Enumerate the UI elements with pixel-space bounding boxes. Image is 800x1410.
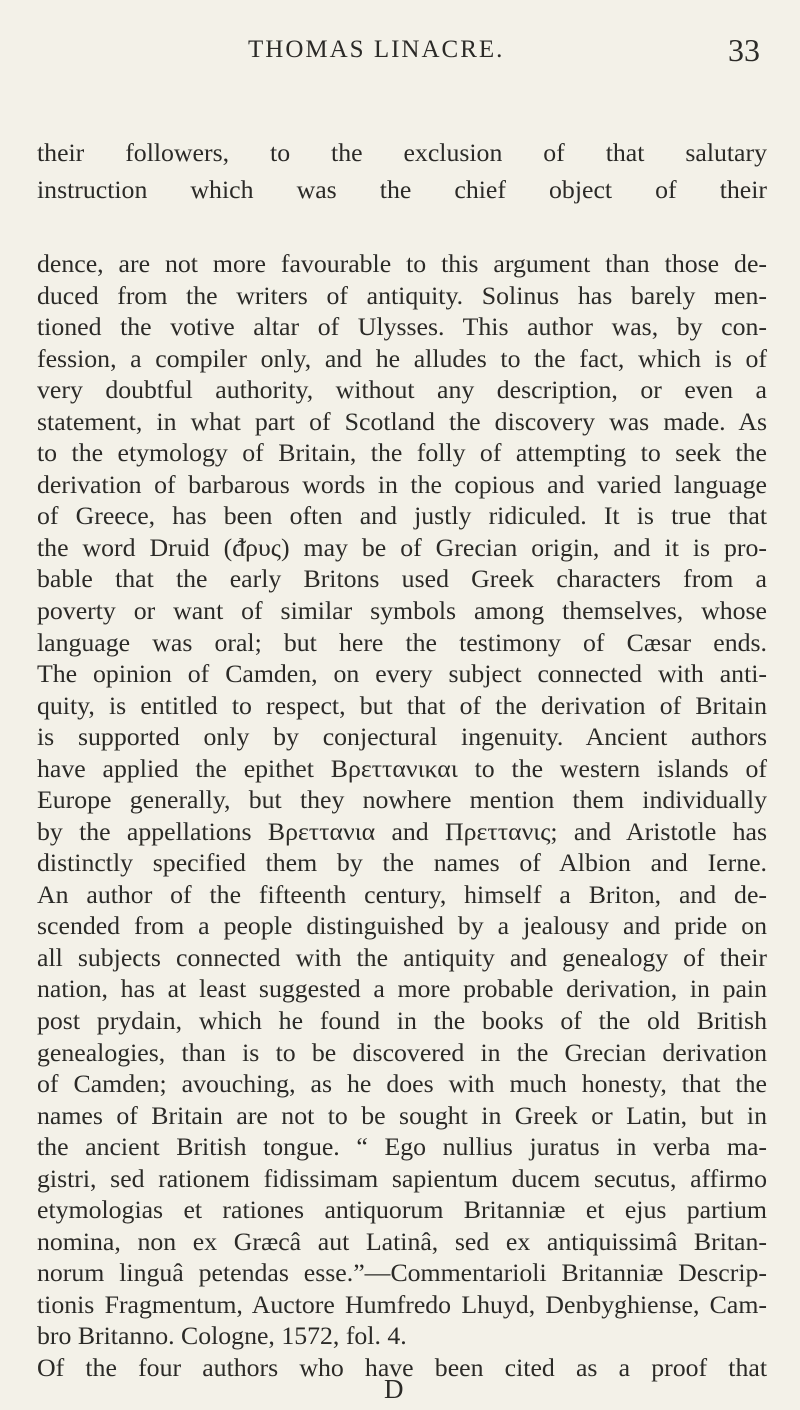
text-line: to the etymology of Britain, the folly of attempting to seek the: [37, 438, 767, 467]
text-line: The opinion of Camden, on every subject connected with anti-: [37, 659, 767, 688]
text-line: dence, are not more favourable to this argument than those de-: [37, 249, 767, 278]
text-line: distinctly specified them by the names of Albion and Ierne.: [37, 848, 767, 877]
text-line: instruction which was the chief object of their: [37, 175, 767, 204]
text-line: duced from the writers of antiquity. Solinus has barely men-: [37, 281, 767, 310]
text-line: tioned the votive altar of Ulysses. This author was, by con-: [37, 312, 767, 341]
text-line: statement, in what part of Scotland the discovery was made. As: [37, 407, 767, 436]
text-line: Europe generally, but they nowhere mention them individually: [37, 785, 767, 814]
running-title: THOMAS LINACRE.: [248, 36, 505, 63]
text-line: An author of the fifteenth century, himself a Briton, and de-: [37, 880, 767, 909]
text-line: gistri, sed rationem fidissimam sapientum ducem secutus, affirmo: [37, 1164, 767, 1193]
text-line: names of Britain are not to be sought in Greek or Latin, but in: [37, 1101, 767, 1130]
text-line: very doubtful authority, without any description, or even a: [37, 375, 767, 404]
text-line: the word Druid (ᵭρυς) may be of Grecian origin, and it is pro-: [37, 533, 767, 562]
text-line: norum linguâ petendas esse.”—Commentarioli Britanniæ Descrip-: [37, 1258, 767, 1287]
text-line: quity, is entitled to respect, but that of the derivation of Britain: [37, 691, 767, 720]
text-line: is supported only by conjectural ingenuity. Ancient authors: [37, 722, 767, 751]
text-line: derivation of barbarous words in the copious and varied language: [37, 470, 767, 499]
text-line: etymologias et rationes antiquorum Britanniæ et ejus partium: [37, 1195, 767, 1224]
text-line: bable that the early Britons used Greek characters from a: [37, 564, 767, 593]
text-line: have applied the epithet Βρεττανικαι to the western islands of: [37, 754, 767, 783]
text-line: the ancient British tongue. “ Ego nullius juratus in verba ma-: [37, 1132, 767, 1161]
text-line: fession, a compiler only, and he alludes to the fact, which is of: [37, 344, 767, 373]
text-line: language was oral; but here the testimony of Cæsar ends.: [37, 628, 767, 657]
text-line: post prydain, which he found in the books of the old British: [37, 1006, 767, 1035]
text-line: all subjects connected with the antiquity and genealogy of their: [37, 943, 767, 972]
text-line: of Camden; avouching, as he does with much honesty, that the: [37, 1069, 767, 1098]
text-line: scended from a people distinguished by a jealousy and pride on: [37, 911, 767, 940]
text-line: bro Britanno. Cologne, 1572, fol. 4.: [37, 1321, 407, 1350]
text-line: poverty or want of similar symbols among themselves, whose: [37, 596, 767, 625]
signature-mark: D: [384, 1374, 404, 1404]
text-line: genealogies, than is to be discovered in the Grecian derivation: [37, 1038, 767, 1067]
text-line: tionis Fragmentum, Auctore Humfredo Lhuyd, Denbyghiense, Cam-: [37, 1290, 767, 1319]
text-line: Of the four authors who have been cited as a proof that: [37, 1353, 767, 1382]
text-line: nomina, non ex Græcâ aut Latinâ, sed ex antiquissimâ Britan-: [37, 1227, 767, 1256]
text-line: by the appellations Βρεττανια and Πρεττανις; and Aristotle has: [37, 817, 767, 846]
text-line: of Greece, has been often and justly ridiculed. It is true that: [37, 501, 767, 530]
running-head: [0, 30, 800, 70]
text-line: their followers, to the exclusion of that salutary: [37, 138, 767, 167]
text-line: nation, has at least suggested a more probable derivation, in pain: [37, 974, 767, 1003]
page-number: 33: [728, 32, 760, 68]
